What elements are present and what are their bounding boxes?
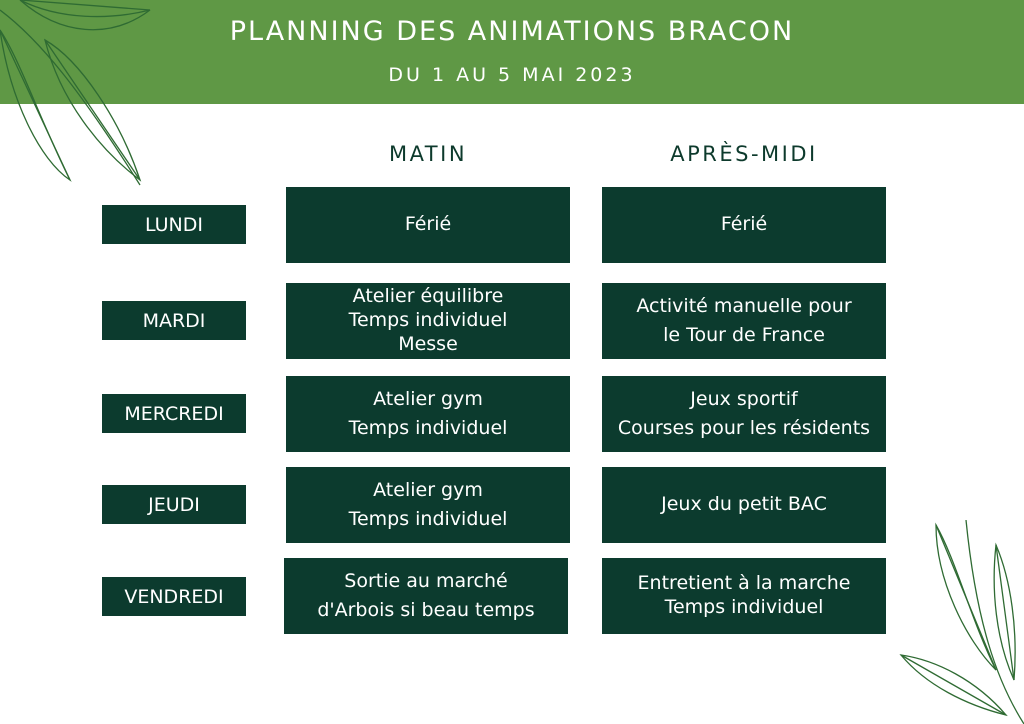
cell-line: Jeux du petit BAC xyxy=(661,493,827,516)
cell-lundi-morning xyxy=(286,187,570,263)
day-label-mercredi: MERCREDI xyxy=(102,394,246,433)
cell-line: Temps individuel xyxy=(348,309,508,332)
cell-line: Temps individuel xyxy=(348,508,508,530)
cell-line: Entretient à la marche xyxy=(637,572,851,595)
cell-mardi-afternoon xyxy=(602,283,886,359)
cell-line: Temps individuel xyxy=(664,596,824,618)
cell-mardi-morning xyxy=(286,283,570,359)
cell-line: Atelier gym xyxy=(373,478,483,501)
cell-line: Férié xyxy=(720,213,768,236)
cell-vendredi-afternoon xyxy=(602,558,886,634)
day-label-lundi: LUNDI xyxy=(102,205,246,244)
cell-line: Temps individuel xyxy=(348,417,508,439)
day-label-mardi: MARDI xyxy=(102,301,246,340)
cell-lundi-afternoon xyxy=(602,187,886,263)
cell-line: Atelier équilibre xyxy=(352,285,504,308)
leaf-branch-icon xyxy=(896,520,1024,724)
cell-line: Atelier gym xyxy=(373,387,483,410)
day-label-jeudi: JEUDI xyxy=(102,485,246,524)
cell-line: Jeux sportif xyxy=(690,387,798,410)
column-header-morning: MATIN xyxy=(388,142,468,166)
cell-line: le Tour de France xyxy=(663,324,825,346)
cell-line: d'Arbois si beau temps xyxy=(317,599,535,621)
cell-mercredi-afternoon xyxy=(602,376,886,452)
day-label-vendredi: VENDREDI xyxy=(102,577,246,616)
cell-vendredi-morning xyxy=(284,558,568,634)
cell-jeudi-afternoon xyxy=(602,467,886,543)
cell-jeudi-morning xyxy=(286,467,570,543)
column-header-afternoon: APRÈS-MIDI xyxy=(670,142,818,166)
cell-line: Courses pour les résidents xyxy=(617,417,871,439)
page-title: PLANNING DES ANIMATIONS BRACON xyxy=(229,16,795,47)
cell-mercredi-morning xyxy=(286,376,570,452)
cell-line: Messe xyxy=(398,332,458,355)
cell-line: Sortie au marché xyxy=(344,569,508,592)
page-subtitle: DU 1 AU 5 MAI 2023 xyxy=(388,64,636,86)
cell-line: Férié xyxy=(404,213,452,236)
cell-line: Activité manuelle pour xyxy=(636,294,852,317)
